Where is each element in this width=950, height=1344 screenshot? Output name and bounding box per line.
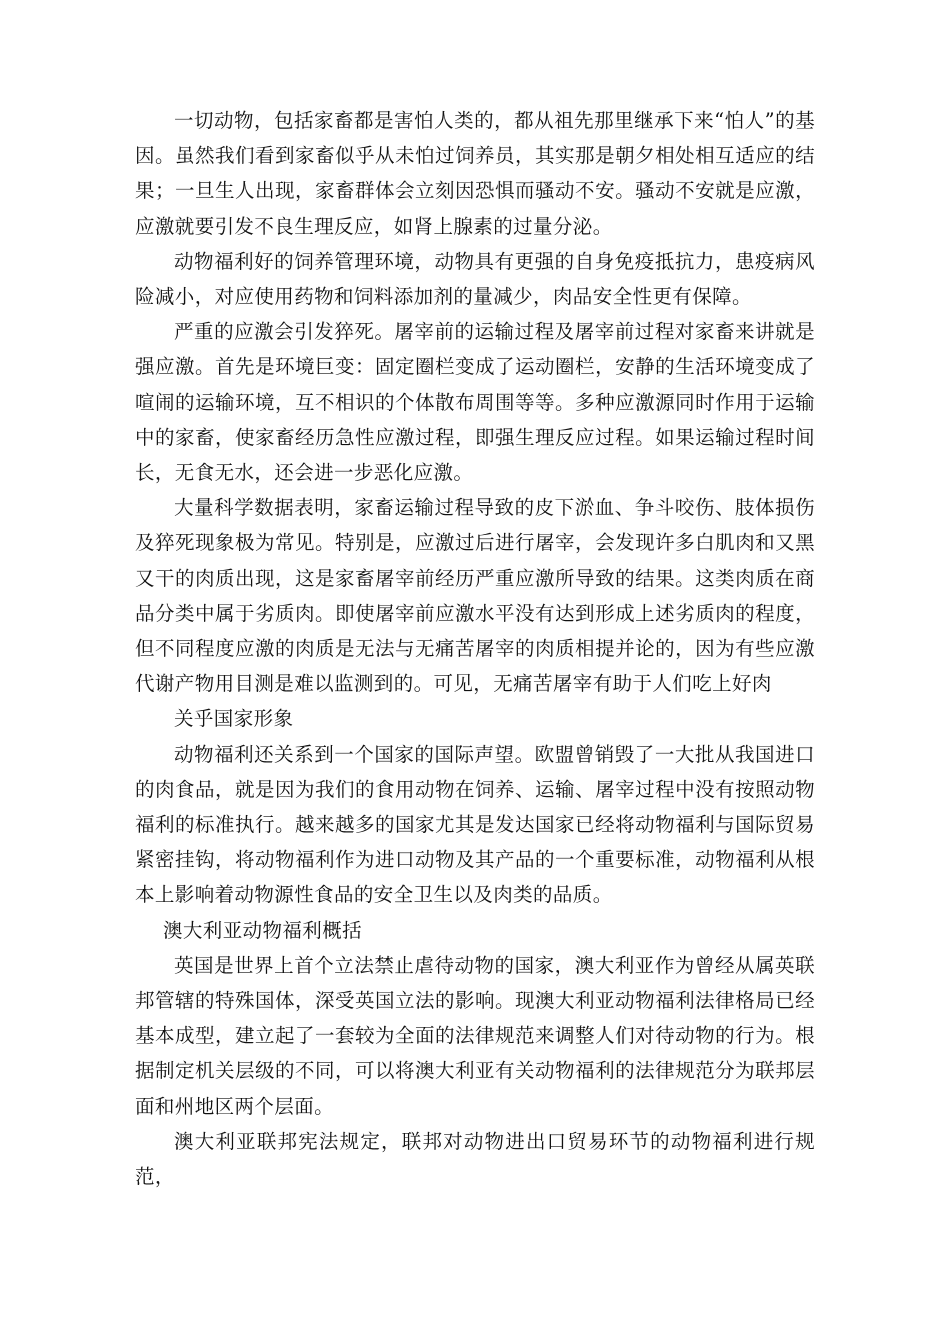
section-heading-australia-overview: 澳大利亚动物福利概括 <box>163 918 363 942</box>
paragraph-uk-legislation: 英国是世界上首个立法禁止虐待动物的国家，澳大利亚作为曾经从属英联邦管辖的特殊国体，深受英国立法的影响。现澳大利亚动物福利法律格局已经基本成型，建立起了一套较为全面的法律规范来调整人们对待动物的行为。根据制定机关层级的不同，可以将澳大利亚有关动物福利的法律规范分为联邦层面和州地区两个层面。 <box>135 953 815 1118</box>
paragraph-fear-of-humans: 一切动物，包括家畜都是害怕人类的，都从祖先那里继承下来“怕人”的基因。虽然我们看到家畜似乎从未怕过饲养员，其实那是朝夕相处相互适应的结果；一旦生人出现，家畜群体会立刻因恐惧而骚动不安。骚动不安就是应激，应激就要引发不良生理反应，如肾上腺素的过量分泌。 <box>135 109 815 238</box>
paragraph-scientific-data: 大量科学数据表明，家畜运输过程导致的皮下淤血、争斗咬伤、肢体损伤及猝死现象极为常见。特别是，应激过后进行屠宰，会发现许多白肌肉和又黑又干的肉质出现，这是家畜屠宰前经历严重应激所导致的结果。这类肉质在商品分类中属于劣质肉。即使屠宰前应激水平没有达到形成上述劣质肉的程度，但不同程度应激的肉质是无法与无痛苦屠宰的肉质相提并论的，因为有些应激代谢产物用目测是难以监测到的。可见，无痛苦屠宰有助于人们吃上好肉 <box>135 496 815 696</box>
section-heading-national-image: 关乎国家形象 <box>174 707 294 731</box>
document-body <box>135 103 815 1194</box>
paragraph-severe-stress: 严重的应激会引发猝死。屠宰前的运输过程及屠宰前过程对家畜来讲就是强应激。首先是环境巨变：固定圈栏变成了运动圈栏，安静的生活环境变成了喧闹的运输环境，互不相识的个体散布周围等等。多种应激源同时作用于运输中的家畜，使家畜经历急性应激过程，即强生理反应过程。如果运输过程时间长，无食无水，还会进一步恶化应激。 <box>135 320 815 485</box>
paragraph-welfare-environment: 动物福利好的饲养管理环境，动物具有更强的自身免疫抵抗力，患疫病风险减小，对应使用药物和饲料添加剂的量减少，肉品安全性更有保障。 <box>135 249 815 309</box>
paragraph-federal-constitution: 澳大利亚联邦宪法规定，联邦对动物进出口贸易环节的动物福利进行规范， <box>135 1129 815 1189</box>
paragraph-international-reputation: 动物福利还关系到一个国家的国际声望。欧盟曾销毁了一大批从我国进口的肉食品，就是因为我们的食用动物在饲养、运输、屠宰过程中没有按照动物福利的标准执行。越来越多的国家尤其是发达国家已经将动物福利与国际贸易紧密挂钩，将动物福利作为进口动物及其产品的一个重要标准，动物福利从根本上影响着动物源性食品的安全卫生以及肉类的品质。 <box>135 742 815 907</box>
